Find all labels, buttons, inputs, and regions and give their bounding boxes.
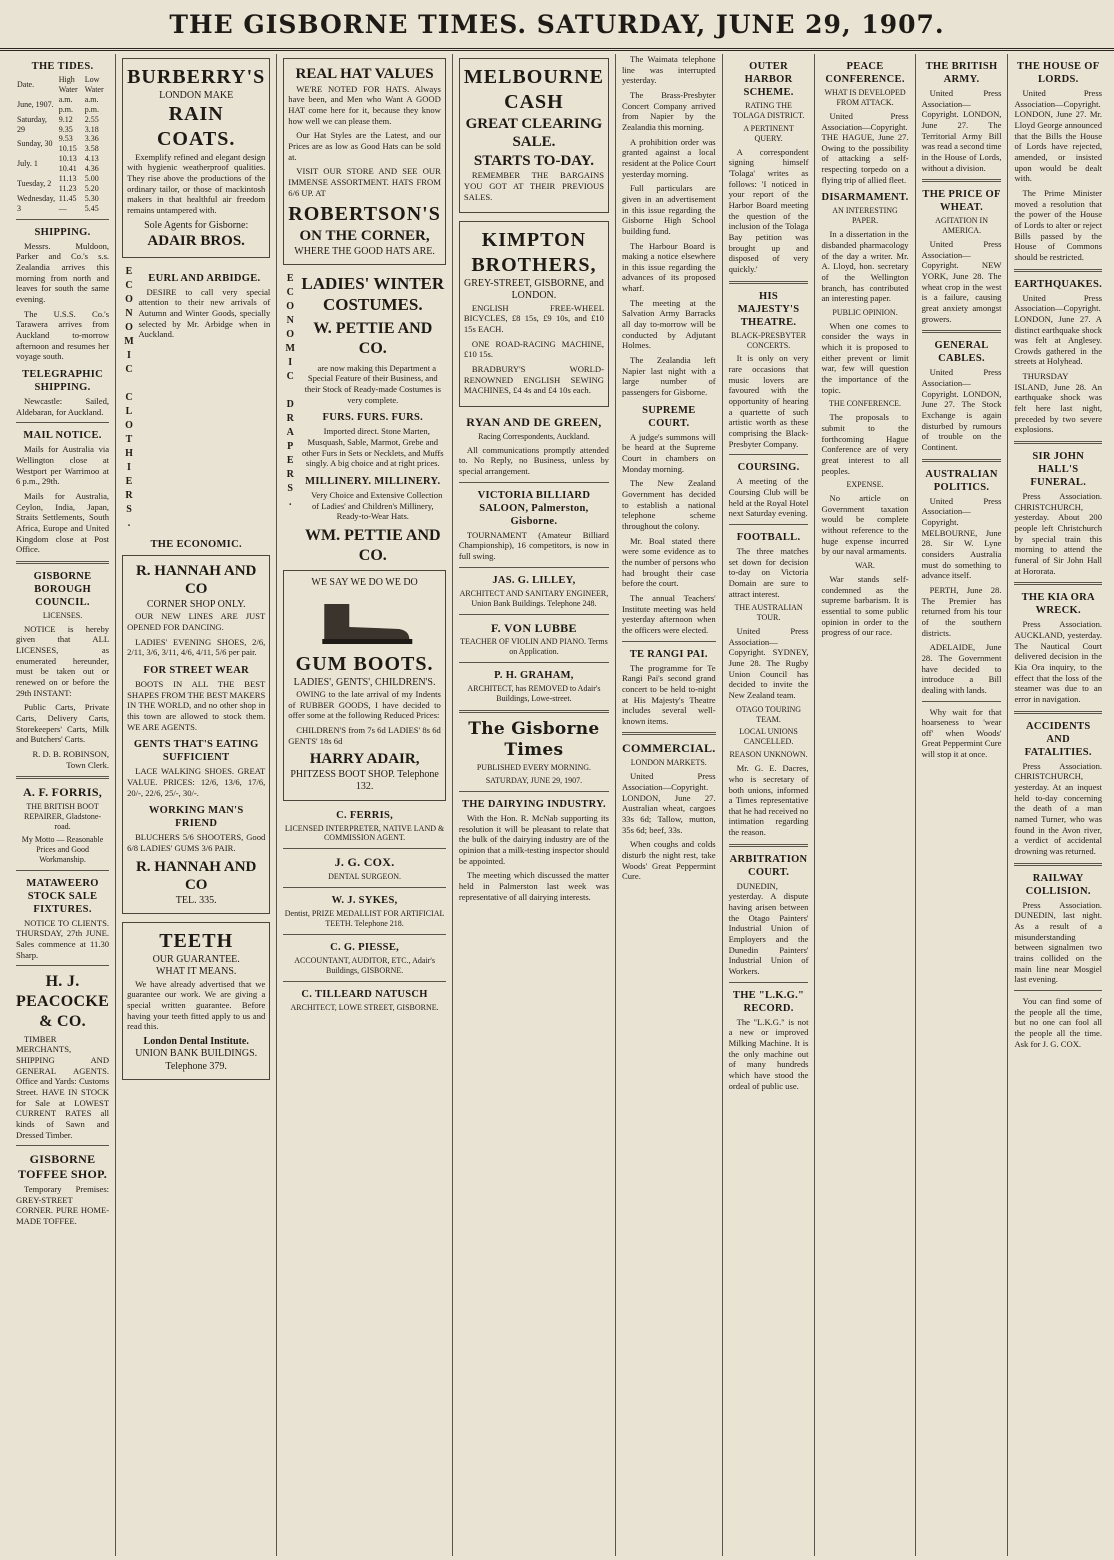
kimpton-paragraph: ENGLISH FREE-WHEEL BICYCLES, £8 15s, £9 10s, and £10 15s EACH. [463,302,604,335]
working-paragraph: BLUCHERS 5/6 SHOOTERS, Good 6/8 LADIES' GUMS 3/6 PAIR. [127,832,266,853]
mail-paragraph: Mails for Australia via Wellington close at Westport per Warrimoo at 6 p.m., 29th. [16,444,110,487]
mataweero-heading: MATAWEERO STOCK SALE FIXTURES. [26,877,99,915]
arbitration-paragraph: DUNEDIN, yesterday. A dispute having arisen between the Otago Painters' Industrial Union of Employers and the Dunedin Painters' Industrial Union of Workers. [728,880,809,977]
street-paragraph: BOOTS IN ALL THE BEST SHAPES FROM THE BEST MAKERS IN THE WORLD, and no other shop in this town are allowed to stock them. WE ARE AGENTS. [127,678,266,732]
cough-paragraph: When coughs and colds disturb the night rest, take Woods' Great Peppermint Cure. [621,839,716,882]
disarm-paragraph: In a dissertation in the disbanded pharmacology of the day a writer. Mr. A. Lloyd, hon. secretary of the Wellington branch, has contributed an interesting paper. [821,229,909,304]
melbourne-cash-starts: STARTS TO-DAY. [473,152,594,169]
realhat-paragraph: Our Hat Styles are the Latest, and our Prices are as low as Good Hats can be sold at. [288,130,441,162]
column-9 [1008,54,1108,1556]
adair-name: ADAIR BROS. [147,233,245,250]
perth-paragraph: PERTH, June 28. The Premier has returned from his tour of the southern districts. [921,584,1002,638]
divider [922,330,1002,333]
rangi-heading: TE RANGI PAI. [629,648,708,660]
corner-text: ON THE CORNER, [299,227,430,244]
masthead [0,0,1114,51]
billiard-paragraph: TOURNAMENT (Amateur Billiard Championship), 16 competitors, is now in full swing. [458,529,609,562]
graham-sub: ARCHITECT, has REMOVED to Adair's Buildings, Lowe-street. [467,684,601,704]
cancelled-heading: LOCAL UNIONS CANCELLED. [739,727,798,747]
accidents-paragraph: Press Association. CHRISTCHURCH, yesterday. At an inquest held to-day concerning the death of a man named Turner, who was found in the Avon river, a verdict of accidental drowning was returned. [1014,760,1103,856]
kimpton-ad [459,221,609,407]
teeth-title: TEETH [159,930,234,953]
column-1 [10,54,116,1556]
lubbe-sub: TEACHER OF VIOLIN AND PIANO. Terms on Application. [460,637,608,657]
conference-heading: THE CONFERENCE. [829,399,902,409]
tides-sub-cell: a.m. p.m. [84,94,99,114]
tides-header-cell: Date. [17,79,35,89]
piesse-sub: ACCOUNTANT, AUDITOR, ETC., Adair's Buildings, GISBORNE. [294,956,435,975]
outer-harbor-query: A PERTINENT QUERY. [743,123,794,143]
natusch-sub: ARCHITECT, LOWE STREET, GISBORNE. [290,1002,439,1012]
harry-sub: PHITZESS BOOT SHOP. Telephone 132. [290,768,439,793]
hannah-tel: TEL. 335. [175,894,217,906]
divider [283,848,446,849]
burberry-title: BURBERRY'S [127,66,266,88]
war-paragraph: War stands self-condemned as the supreme barbarism. It is essential to some public opinion in order to the progress of our race. [821,573,909,638]
funeral-heading: SIR JOHN HALL'S FUNERAL. [1030,451,1087,489]
divider [459,791,609,792]
court-paragraph: A judge's summons will be heard at the Supreme Court in chambers on Monday morning. [621,431,716,474]
army-heading: THE BRITISH ARMY. [925,61,998,86]
cables-paragraph: United Press Association—Copyright. LONDON, June 27. The Stock Exchange is again disturbed by rumours of trouble on the Continent. [921,367,1002,452]
natusch-heading: C. TILLEARD NATUSCH [301,988,428,1000]
arbitration-heading: ARBITRATION COURT. [729,853,808,878]
eurl-paragraph: DESIRE to call very special attention to their new arrivals of Autumn and Winter Goods, specially selected by Mr. Arbidge when in Auckland. [138,286,271,340]
accidents-heading: ACCIDENTS AND FATALITIES. [1024,720,1092,758]
eurl-body [138,266,270,532]
tides-cell: 9.12 9.35 [58,114,73,134]
adelaide-paragraph: ADELAIDE, June 28. The Government have decided to introduce a Bill dealing with lands. [921,642,1002,695]
news-paragraph: The Brass-Presbyter Concert Company arrived from Napier by the Zealandia this morning. [621,89,716,132]
cox-sub: DENTAL SURGEON. [328,872,401,882]
earthquakes-paragraph: United Press Association—Copyright. LONDON, June 27. A distinct earthquake shock was felt at Anglesey. Crowds gathered in the streets at Holyhead. [1014,292,1103,367]
theatre-paragraph: It is only on very rare occasions that music lovers are favoured with the opportunity of hearing a quartette of such artistic worth as these comprising the Black-Presbyter Company. [728,353,809,449]
billiard-heading: VICTORIA BILLIARD SALOON, Palmerston, Gisborne. [477,489,591,527]
dairy-paragraph: With the Hon. R. McNab supporting its resolution it will be pleasant to relate that the bulk of the dairying industry are of the opinion that a milk-testing inspector should be appointed. [458,813,609,866]
tides-sub-row [16,95,109,115]
news-paragraph: The meeting at the Salvation Army Barracks all day to-morrow will be conducted by Adjutant Holmes. [621,297,716,351]
realhat-paragraph: WE'RE NOTED FOR HATS. Always have been, and Men who Want A GOOD HAT come here for it, because they know how well we can please them. [288,83,441,126]
divider [922,459,1002,462]
ladies-heading: LADIES' WINTER COSTUMES. [301,273,445,315]
sykes-heading: W. J. SYKES, [331,895,398,907]
pettie-name: W. PETTIE AND CO. [313,320,433,357]
theatre-heading: HIS MAJESTY'S THEATRE. [737,290,800,328]
licenses-paragraph: NOTICE is hereby given that ALL LICENSES, as enumerated hereunder, must be taken out or renewed on or before the 29th INSTANT: [16,623,110,698]
tides-cell: 9.53 10.15 [58,134,77,154]
toffee-paragraph: Temporary Premises: GREY-STREET CORNER. PURE HOME-MADE TOFFEE. [16,1184,110,1227]
realhat-paragraph: VISIT OUR STORE AND SEE OUR IMMENSE ASSORTMENT. HATS FROM 6/6 UP. AT [288,166,441,198]
side-label: ECONOMIC CLOTHIERS. [123,265,135,532]
divider [459,567,609,568]
divider [622,732,716,735]
football-paragraph: The three matches set down for decision to-day on Victoria Domain are sure to attract interest. [728,545,809,599]
column-8 [916,54,1009,1556]
ferris-heading: C. FERRIS, [336,809,394,821]
outer-harbor-heading: OUTER HARBOR SCHEME. [743,61,794,99]
sykes-sub: Dentist, PRIZE MEDALLIST FOR ARTIFICIAL TEETH. Telephone 218. [284,909,445,929]
page-title: THE GISBORNE TIMES. SATURDAY, JUNE 29, 1907. [169,9,945,39]
ferris-sub: LICENSED INTERPRETER, NATIVE LAND & COMMISSION AGENT. [284,823,445,843]
railway-paragraph: Press Association. DUNEDIN, last night. As a result of a misunderstanding between signalmen two trains collided on the main line near Mosgiel last evening. [1014,899,1103,985]
forris-motto: My Motto — Reasonable Prices and Good Workmanship. [21,834,104,864]
bradbury-paragraph: BRADBURY'S WORLD-RENOWNED ENGLISH SEWING MACHINES, £4 4s and £4 10s each. [463,364,604,396]
divider [16,422,109,423]
gumboots-heading: GUM BOOTS. [295,652,434,675]
cables-heading: GENERAL CABLES. [934,340,989,365]
melbourne-cash-title: MELBOURNE CASH [463,66,604,113]
column-5 [616,54,723,1556]
disarm-heading: DISARMAMENT. [821,192,909,204]
news-paragraph: The Harbour Board is making a notice elsewhere in this issue regarding the advances of its proposed wharf. [621,240,716,294]
dairy-heading: THE DAIRYING INDUSTRY. [461,799,606,811]
peacocke-paragraph: TIMBER MERCHANTS, SHIPPING AND GENERAL AGENTS. Office and Yards: Customs Street. HAVE IN STOCK for Sale at LOWEST CURRENT RATES all kinds of Sawn and Dressed Timber. [16,1033,110,1140]
divider [729,982,809,983]
divider [1014,582,1102,585]
graham-heading: P. H. GRAHAM, [494,670,574,682]
tides-row [16,154,109,174]
lords-paragraph: United Press Association—Copyright. LONDON, June 27. Mr. Lloyd George announced that the Bills the House of Lords have rejected, amended, or insisted upon would be dealt with. [1014,88,1103,184]
divider [16,1145,109,1146]
tides-cell: 11.45 — [58,193,77,213]
times-date: SATURDAY, JUNE 29, 1907. [485,776,583,786]
wreck-heading: THE KIA ORA WRECK. [1021,592,1095,617]
hannah-name: R. HANNAH AND CO [135,858,257,894]
side-label: ECONOMIC DRAPERS. [284,272,296,511]
hannah-paragraph: LADIES' EVENING SHOES, 2/6, 2/11, 3/6, 3/11, 4/6, 4/11, 5/6 per pair. [127,636,266,658]
earthquakes-paragraph: THURSDAY ISLAND, June 28. An earthquake shock was felt here last night, preceded by two severe explosions. [1014,371,1103,435]
mail-paragraph: Mails for Australia, Ceylon, India, Japan, Straits Settlements, South Africa, Europe and United Kingdom close at Post Office. [16,490,110,555]
conference-paragraph: The proposals to submit to the forthcoming Hague Conference are of very great interest to all peoples. [821,412,909,476]
tides-header-cell: High Water [58,75,78,94]
commercial-heading: COMMERCIAL. [621,741,716,756]
london-heading: LONDON MARKETS. [630,758,707,768]
tides-cell: 4.13 4.36 [84,154,99,174]
telegraph-heading: TELEGRAPHIC SHIPPING. [22,368,103,393]
war-heading: WAR. [855,561,875,571]
tides-row [16,134,109,154]
peace-heading: PEACE CONFERENCE. [825,61,905,86]
mataweero-paragraph: NOTICE TO CLIENTS. THURSDAY, 27th JUNE. Sales commence at 11.30 Sharp. [16,917,110,960]
dairy-paragraph: The meeting which discussed the matter held in Palmerston last week was representative of all dairying interests. [458,870,609,902]
pettie-paragraph: are now making this Department a Special Feature of their Business, and their Stock of Ready-made Costumes is very complete. [304,362,441,405]
divider [459,710,609,713]
divider [283,887,446,888]
column-3 [277,54,453,1556]
cancelled-sub: REASON UNKNOWN. [729,750,808,760]
gumboots-ad [283,570,446,801]
toffee-name: GISBORNE TOFFEE SHOP. [18,1152,108,1182]
lilley-sub: ARCHITECT AND SANITARY ENGINEER, Union Bank Buildings. Telephone 248. [459,588,609,608]
licenses-signature: R. D. B. ROBINSON, Town Clerk. [32,749,110,770]
corner-sub: WHERE THE GOOD HATS ARE. [294,245,435,257]
football-heading: FOOTBALL. [736,531,801,543]
divider [1014,990,1102,991]
forris-name: A. F. FORRIS, [22,785,103,800]
mail-heading: MAIL NOTICE. [23,430,102,442]
railway-heading: RAILWAY COLLISION. [1025,872,1091,897]
licenses-heading: LICENSES. [42,610,83,620]
news-paragraph: The Zealandia left Napier last night with a large number of passengers for Gisborne. [621,355,716,398]
pettie-body [300,273,446,566]
divider [1014,711,1102,714]
divider [459,482,609,483]
ryan-sub: Racing Correspondents, Auckland. [478,431,590,441]
rangi-paragraph: The programme for Te Rangi Pai's second grand concert to be held to-night at His Majesty's Theatre includes several well-known items. [621,662,716,726]
tides-header-cell: Low Water [84,75,104,94]
gumboots-sub: LADIES', GENTS', CHILDREN'S. [293,676,436,688]
divider [283,934,446,935]
burberry-subtitle: LONDON MAKE [159,89,234,101]
wheat-heading: THE PRICE OF WHEAT. [922,189,1001,214]
lilley-heading: JAS. G. LILLEY, [492,574,576,586]
street-heading: FOR STREET WEAR [143,664,249,676]
column-7 [815,54,915,1556]
tides-table [16,75,109,214]
cox-paragraph: You can find some of the people all the time, but no one can fool all the people all the time. Ask for J. G. COX. [1014,995,1103,1049]
pettie-block [283,273,446,566]
furs-heading: FURS. FURS. FURS. [322,412,424,424]
pettie-name: WM. PETTIE AND CO. [304,527,441,564]
gents-paragraph: LACE WALKING SHOES. GREAT VALUE. PRICES: 12/6, 13/6, 17/6, 20/-, 22/6, 25/-, 30/-. [127,766,266,798]
realhat-ad [283,58,446,265]
colds-paragraph: Why wait for that hoarseness to 'wear off' when Woods' Great Peppermint Cure will stop it at once. [921,706,1002,760]
hannah-ad [122,555,270,914]
lkg-paragraph: The "L.K.G." is not a new or improved Milking Machine. It is the only machine out of many hundreds which have stood the ordeal of public use. [728,1016,809,1091]
funeral-paragraph: Press Association. CHRISTCHURCH, yesterday. About 200 people left Christchurch by special train this morning to attend the funeral of Sir John Hall at Hororata. [1014,491,1103,576]
news-paragraph: The annual Teachers' Institute meeting was held yesterday afternoon when the officers were elected. [621,592,716,635]
shipping-paragraph: Messrs. Muldoon, Parker and Co.'s s.s. Zealandia arrives this morning from north and leaves for south the same evening. [16,240,110,304]
divider [1014,441,1102,444]
divider [729,281,809,284]
teeth-what: WHAT IT MEANS. [155,966,237,978]
melbourne-cash-sale: GREAT CLEARING SALE. [465,115,603,151]
news-paragraph: The Waimata telephone line was interrupted yesterday. [621,54,716,86]
london-paragraph: United Press Association—Copyright. LONDON, June 27. Australian wheat, cargoes 33s 6d; Tallow, mutton, 35s 6d; beef, 33s. [621,771,716,835]
ryan-heading: RYAN AND DE GREEN, [466,414,602,429]
kimpton-paragraph: ONE ROAD-RACING MACHINE, £10 15s. [463,338,604,360]
tides-header-row [16,75,109,95]
shipping-heading: SHIPPING. [34,226,91,238]
boot-illustration [288,589,441,649]
eurl-heading: EURL AND ARBIDGE. [148,272,261,284]
economic-heading: THE ECONOMIC. [150,538,242,550]
lords-heading: THE HOUSE OF LORDS. [1017,61,1100,86]
divider [283,981,446,982]
column-2 [116,54,277,1556]
teeth-paragraph: We have already advertised that we guarantee our work. We are giving a special written guarantee. Before having your teeth fitted apply to us and read this. [127,978,266,1032]
opinion-heading: PUBLIC OPINION. [832,307,898,317]
eurl-block [122,266,270,532]
robertson-name: ROBERTSON'S [288,203,441,226]
peacocke-name: H. J. PEACOCKE & CO. [16,973,110,1030]
divider [729,844,809,847]
hannah-corner: CORNER SHOP ONLY. [146,598,246,610]
times-sub: PUBLISHED EVERY MORNING. [476,763,591,773]
lubbe-heading: F. VON LUBBE [491,620,577,635]
tides-cell: 5.00 5.20 [84,174,99,193]
expense-heading: EXPENSE. [846,480,884,490]
tides-cell: 2.55 3.18 [84,114,99,134]
adair-sub: Sole Agents for Gisborne: [144,219,249,231]
realhat-title: REAL HAT VALUES [295,66,434,82]
cox-heading: J. G. COX. [334,855,395,870]
divider [16,870,109,871]
peace-paragraph: United Press Association—Copyright. THE HAGUE, June 27. Owing to the possibility of attacking a self-respecting torpedo on a flying trip of allied fleet. [821,110,909,185]
wreck-paragraph: Press Association. AUCKLAND, yesterday. The Nautical Court delivered decision in the Kia Ora inquiry, to the effect that the loss of the steamer was due to an error in navigation. [1014,619,1103,704]
peace-sub: WHAT IS DEVELOPED FROM ATTACK. [824,88,906,107]
melbourne-cash-paragraph: REMEMBER THE BARGAINS YOU GOT AT THEIR PREVIOUS SALES. [463,170,604,202]
theatre-sub: BLACK-PRESBYTER CONCERTS. [730,330,807,350]
tides-cell: Tuesday, 2 [17,179,52,189]
tides-cell: 10.13 10.41 [58,154,77,174]
burberry-paragraph: Exemplify refined and elegant design with hygienic weatherproof qualities. They rise above the productions of the ordinary tailor, or those of mackintosh makers in that healthful air freedom remains untampered with. [127,151,266,216]
news-paragraph: Full particulars are given in an advertisement in this issue regarding the Gisborne High School building fund. [621,183,716,236]
tides-cell: July. 1 [17,159,38,169]
divider [16,219,109,220]
kimpton-sub: GREY-STREET, GISBORNE, and LONDON. [464,277,604,302]
burberry-ad [122,58,270,258]
tides-cell: Saturday, 29 [17,114,47,134]
wheat-paragraph: United Press Association—Copyright. NEW YORK, June 28. The wheat crop in the west is a failure, causing great anxiety amongst growers. [921,239,1002,324]
gumboots-list: CHILDREN'S from 7s 6d LADIES' 8s 6d GENTS' 18s 6d [288,724,441,746]
tides-cell: 3.36 3.58 [84,134,99,154]
kimpton-name: KIMPTON BROTHERS, [471,229,597,277]
telegraph-paragraph: Newcastle: Sailed, Aldebaran, for Auckland. [16,395,110,417]
court-heading: SUPREME COURT. [642,404,696,429]
politics-paragraph: United Press Association—Copyright. MELBOURNE, June 28. Sir W. Lyne considers Australia must do something to advance itself. [921,495,1002,581]
tides-cell: 5.30 5.45 [84,193,99,213]
divider [1014,863,1102,866]
touring-heading: THE AUSTRALIAN TOUR. [734,603,803,623]
news-paragraph: Mr. Boal stated there were some evidence as to the number of persons who had brought their case before the court. [621,535,716,589]
column-4 [453,54,616,1556]
touring-paragraph: United Press Association—Copyright. SYDNEY, June 28. The Rugby Union Council has decided to invite the New Zealand team. [728,626,809,700]
ryan-paragraph: All communications promptly attended to. No Reply, no Business, unless by special arrangement. [458,444,609,477]
times-nameplate: The Gisborne Times [468,719,600,761]
piesse-heading: C. G. PIESSE, [330,941,400,953]
tides-cell: Wednesday, 3 [17,193,56,213]
hannah-name: R. HANNAH AND CO [135,562,257,598]
lkg-heading: THE "L.K.G." RECORD. [732,989,805,1014]
tides-row [16,174,109,194]
divider [622,641,716,642]
tides-heading: THE TIDES. [31,61,94,72]
tides-row [16,194,109,214]
cancelled-paragraph: Mr. G. E. Dacres, who is secretary of both unions, informed a Times representative that he had received no intimation regarding the reason. [728,763,809,838]
divider [16,965,109,966]
dental-sub: UNION BANK BUILDINGS. Telephone 379. [135,1048,258,1072]
tides-row [16,115,109,135]
lords-paragraph: The Prime Minister moved a resolution that the power of the House of Lords to alter or reject Bills passed by the House of Commons should be restricted. [1014,187,1103,262]
wheat-sub: AGITATION IN AMERICA. [935,216,988,236]
otago-heading: OTAGO TOURING TEAM. [736,704,802,724]
divider [729,524,809,525]
gents-heading: GENTS THAT'S EATING SUFFICIENT [133,739,259,764]
borough-heading: GISBORNE BOROUGH COUNCIL. [33,570,92,608]
working-heading: WORKING MAN'S FRIEND [148,805,244,830]
coursing-paragraph: A meeting of the Coursing Club will be held at the Royal Hotel next Saturday evening. [728,476,809,519]
hannah-paragraph: OUR NEW LINES ARE JUST OPENED FOR DANCING. [127,611,266,632]
columns [10,54,1108,1556]
divider [729,454,809,455]
teeth-ad [122,922,270,1080]
burberry-product: RAIN COATS. [156,103,236,150]
divider [16,776,109,779]
furs-paragraph: Imported direct. Stone Marten, Musquash, Sable, Marmot, Grebe and other Furs in Sets or Necklets, and Muffs singly. A big choice and at right prices. [301,426,444,469]
expense-paragraph: No article on Government taxation would be complete without reference to the huge expense incurred by our naval armaments. [821,493,909,557]
politics-heading: AUSTRALIAN POLITICS. [925,468,998,493]
boots-slogan: WE SAY WE DO WE DO [311,576,418,588]
earthquakes-heading: EARTHQUAKES. [1014,278,1103,290]
tides-cell: 11.13 11.23 [58,174,77,193]
teeth-guarantee: OUR GUARANTEE. [152,953,240,965]
column-6 [723,54,816,1556]
army-paragraph: United Press Association—Copyright. LONDON, June 27. The Territorial Army Bill was read a second time in the House of Lords, without a division. [921,88,1002,173]
divider [922,179,1002,182]
outer-harbor-paragraph: A correspondent signing himself 'Tolaga' writes as follows: 'I noticed in your report of the Harbor Board meeting the question of the inclusion of the Tolaga Bay petition was brought up and disposed of very quickly.' [728,146,809,274]
divider [459,662,609,663]
divider [459,614,609,615]
news-paragraph: The New Zealand Government has decided to establish a national telephone scheme throughout the colony. [621,478,716,531]
tides-sub-cell: a.m. p.m. [58,94,73,114]
tides-sub-cell: June, 1907. [17,99,54,109]
divider [16,561,109,564]
tides-cell: Sunday, 30 [17,139,53,149]
dental-name: London Dental Institute. [143,1036,249,1047]
millinery-paragraph: Very Choice and Extensive Collection of Ladies' and Children's Millinery, Ready-to-Wear Hats. [311,490,443,522]
gumboots-paragraph: OWING to the late arrival of my Indents of RUBBER GOODS, I have decided to offer some at the following Reduced Prices: [288,688,441,721]
disarm-sub: AN INTERESTING PAPER. [832,206,898,226]
melbourne-cash-ad [459,58,609,213]
harry-name: HARRY ADAIR, [309,751,420,768]
licenses-list: Public Carts, Private Carts, Delivery Carts, Storekeepers' Carts, Milk and Butchers' Carts. [16,702,110,745]
divider [922,701,1002,702]
divider [1014,269,1102,272]
millinery-heading: MILLINERY. MILLINERY. [305,476,441,488]
outer-harbor-sub: RATING THE TOLAGA DISTRICT. [732,101,805,120]
opinion-paragraph: When one comes to consider the ways in which it is proposed to either prevent or limit war, few will question the importance of the topic. [821,320,909,395]
shipping-paragraph: The U.S.S. Co.'s Tarawera arrives from Auckland to-morrow afternoon and resumes her voyage south. [16,308,110,362]
forris-sub: THE BRITISH BOOT REPAIRER, Gladstone-road. [24,802,102,832]
news-paragraph: A prohibition order was granted against a local resident at the Police Court yesterday morning. [621,136,716,179]
coursing-heading: COURSING. [737,462,800,474]
